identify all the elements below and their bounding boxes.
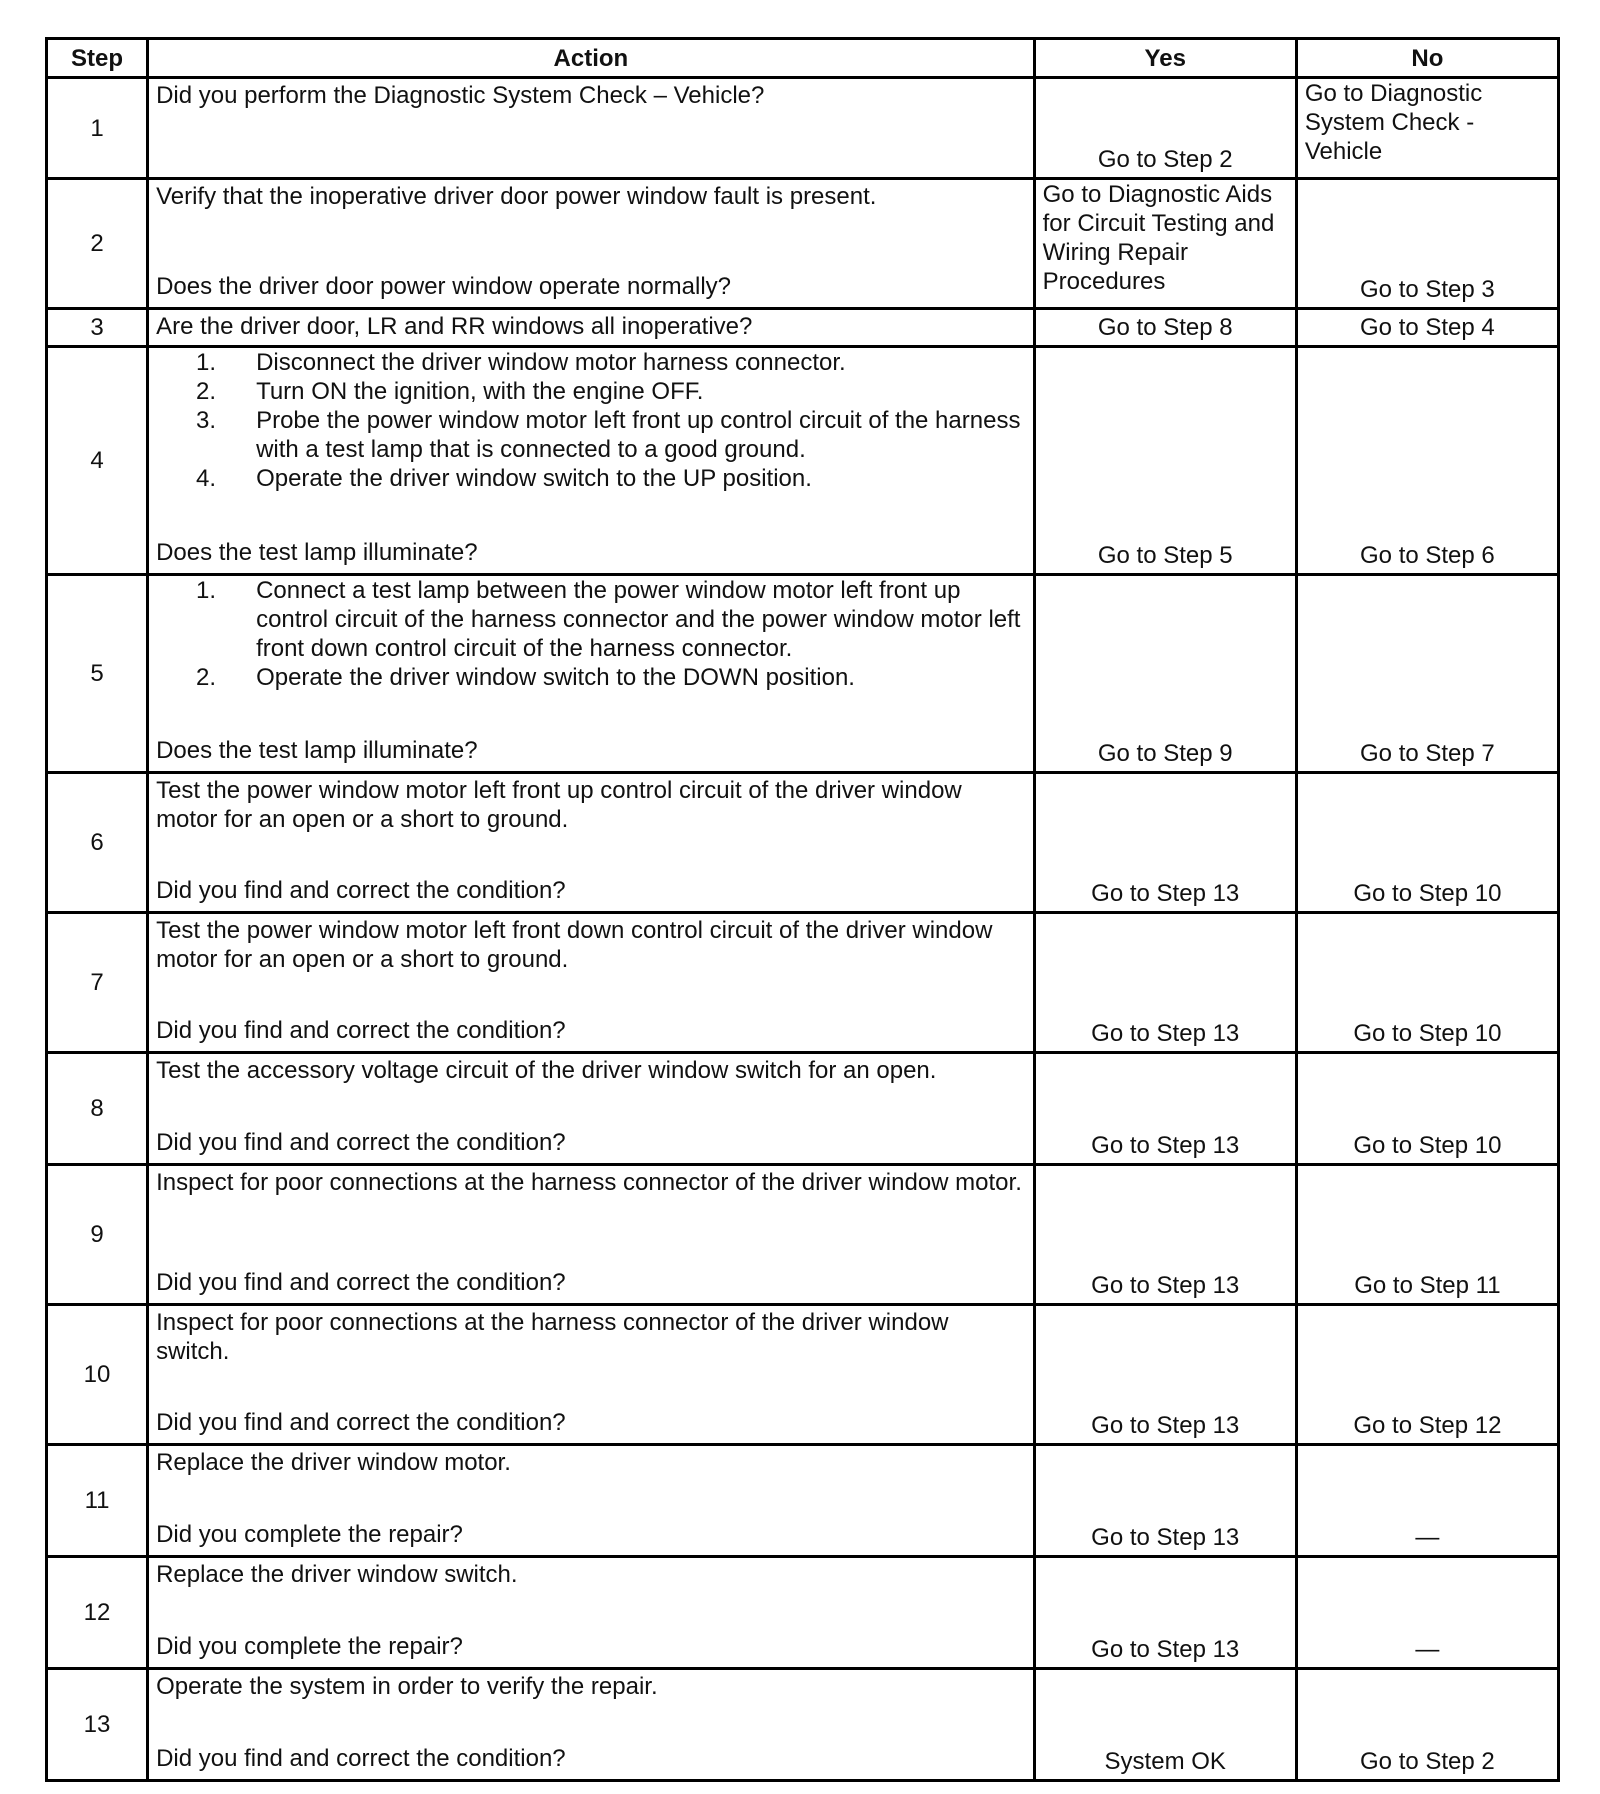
table-row [47, 1165, 1559, 1305]
yes-result: System OK [1034, 1669, 1296, 1781]
action-cell [148, 1557, 1035, 1669]
step-number: 3 [47, 309, 148, 347]
action-question: Did you complete the repair? [156, 1633, 463, 1660]
action-step-number: 3. [196, 407, 217, 434]
yes-result: Go to Step 8 [1034, 309, 1296, 347]
action-cell [148, 1669, 1035, 1781]
no-result: Go to Step 10 [1296, 773, 1558, 913]
step-number: 6 [47, 773, 148, 913]
step-number: 4 [47, 347, 148, 575]
action-cell [148, 575, 1035, 773]
action-text: Are the driver door, LR and RR windows all inoperative? [156, 313, 753, 340]
no-result: Go to Step 7 [1296, 575, 1558, 773]
step-number: 9 [47, 1165, 148, 1305]
yes-result: Go to Step 13 [1034, 1557, 1296, 1669]
action-step-item [156, 576, 1026, 663]
table-row [47, 347, 1559, 575]
action-step-item [156, 377, 1026, 406]
action-step-text: Operate the driver window switch to the DOWN position. [256, 664, 855, 691]
action-question: Did you find and correct the condition? [156, 1269, 566, 1296]
no-result: Go to Diagnostic System Check - Vehicle [1296, 78, 1558, 179]
no-result: — [1296, 1557, 1558, 1669]
table-row [47, 1557, 1559, 1669]
table-row [47, 913, 1559, 1053]
step-number: 7 [47, 913, 148, 1053]
step-number: 8 [47, 1053, 148, 1165]
action-step-item [156, 464, 1026, 493]
action-cell [148, 773, 1035, 913]
action-text: Inspect for poor connections at the harness connector of the driver window motor. [156, 1169, 1022, 1196]
step-number: 1 [47, 78, 148, 179]
action-question: Does the test lamp illuminate? [156, 737, 478, 764]
action-question: Did you find and correct the condition? [156, 1129, 566, 1156]
action-text: Inspect for poor connections at the harness connector of the driver window switch. [156, 1309, 949, 1365]
step-number: 5 [47, 575, 148, 773]
step-number: 2 [47, 179, 148, 309]
action-step-text: Disconnect the driver window motor harness connector. [256, 349, 846, 376]
no-result: — [1296, 1445, 1558, 1557]
table-body [47, 78, 1559, 1781]
action-text: Test the power window motor left front down control circuit of the driver window motor for an open or a short to ground. [156, 917, 993, 973]
yes-result: Go to Step 13 [1034, 1165, 1296, 1305]
yes-result: Go to Step 13 [1034, 1305, 1296, 1445]
step-number: 12 [47, 1557, 148, 1669]
yes-result: Go to Step 9 [1034, 575, 1296, 773]
action-step-text: Connect a test lamp between the power window motor left front up control circuit of the harness connector and the power window motor left front down control circuit of the harness connector. [256, 577, 1021, 662]
action-cell [148, 1165, 1035, 1305]
action-text: Test the accessory voltage circuit of the driver window switch for an open. [156, 1057, 937, 1084]
action-step-number: 1. [196, 577, 217, 604]
action-question: Did you complete the repair? [156, 1521, 463, 1548]
action-step-number: 2. [196, 378, 217, 405]
table-row [47, 1669, 1559, 1781]
action-text: Did you perform the Diagnostic System Check – Vehicle? [156, 82, 765, 109]
action-cell [148, 78, 1035, 179]
table-row [47, 78, 1559, 179]
action-question: Did you find and correct the condition? [156, 1017, 566, 1044]
action-step-item [156, 406, 1026, 464]
table-row [47, 575, 1559, 773]
action-cell [148, 913, 1035, 1053]
action-step-text: Turn ON the ignition, with the engine OFF. [256, 378, 704, 405]
header-step: Step [47, 39, 148, 78]
table-row [47, 309, 1559, 347]
action-step-text: Operate the driver window switch to the UP position. [256, 465, 812, 492]
action-step-item [156, 663, 1026, 692]
action-cell [148, 347, 1035, 575]
action-cell [148, 309, 1035, 347]
table-row [47, 1445, 1559, 1557]
step-number: 13 [47, 1669, 148, 1781]
action-question: Did you find and correct the condition? [156, 1745, 566, 1772]
header-no: No [1296, 39, 1558, 78]
action-step-number: 4. [196, 465, 217, 492]
yes-result: Go to Step 13 [1034, 913, 1296, 1053]
yes-result: Go to Step 13 [1034, 773, 1296, 913]
action-step-text: Probe the power window motor left front up control circuit of the harness with a test lamp that is connected to a good ground. [256, 407, 1021, 463]
table-row [47, 1053, 1559, 1165]
table-row [47, 1305, 1559, 1445]
action-text: Test the power window motor left front up control circuit of the driver window motor for an open or a short to ground. [156, 777, 962, 833]
action-cell [148, 1305, 1035, 1445]
action-question: Did you find and correct the condition? [156, 1409, 566, 1436]
header-action: Action [148, 39, 1035, 78]
action-question: Does the driver door power window operate normally? [156, 273, 732, 300]
action-cell [148, 179, 1035, 309]
action-step-item [156, 348, 1026, 377]
header-row [47, 39, 1559, 78]
no-result: Go to Step 11 [1296, 1165, 1558, 1305]
yes-result: Go to Step 2 [1034, 78, 1296, 179]
action-text: Verify that the inoperative driver door power window fault is present. [156, 183, 877, 210]
step-number: 10 [47, 1305, 148, 1445]
action-cell [148, 1445, 1035, 1557]
yes-result: Go to Step 13 [1034, 1053, 1296, 1165]
action-text: Replace the driver window switch. [156, 1561, 518, 1588]
action-cell [148, 1053, 1035, 1165]
yes-result: Go to Diagnostic Aids for Circuit Testing and Wiring Repair Procedures [1034, 179, 1296, 309]
header-yes: Yes [1034, 39, 1296, 78]
no-result: Go to Step 6 [1296, 347, 1558, 575]
step-number: 11 [47, 1445, 148, 1557]
no-result: Go to Step 2 [1296, 1669, 1558, 1781]
table-row [47, 773, 1559, 913]
action-step-number: 1. [196, 349, 217, 376]
no-result: Go to Step 3 [1296, 179, 1558, 309]
action-steps-list [156, 348, 1026, 493]
yes-result: Go to Step 5 [1034, 347, 1296, 575]
yes-result: Go to Step 13 [1034, 1445, 1296, 1557]
no-result: Go to Step 10 [1296, 913, 1558, 1053]
action-step-number: 2. [196, 664, 217, 691]
diagnostic-table [45, 37, 1560, 1782]
action-text: Operate the system in order to verify the repair. [156, 1673, 658, 1700]
no-result: Go to Step 4 [1296, 309, 1558, 347]
action-text: Replace the driver window motor. [156, 1449, 511, 1476]
action-question: Did you find and correct the condition? [156, 877, 566, 904]
no-result: Go to Step 12 [1296, 1305, 1558, 1445]
table-row [47, 179, 1559, 309]
action-steps-list [156, 576, 1026, 692]
action-question: Does the test lamp illuminate? [156, 539, 478, 566]
no-result: Go to Step 10 [1296, 1053, 1558, 1165]
